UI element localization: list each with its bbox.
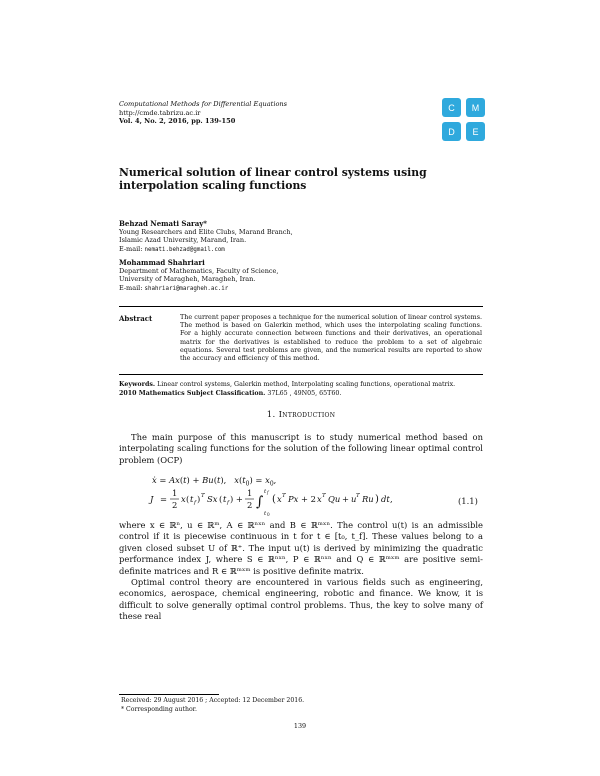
svg-text:0: 0	[267, 512, 270, 517]
svg-text:t: t	[223, 494, 227, 504]
svg-text:): )	[375, 494, 379, 505]
author-name: Behzad Nemati Saray*	[119, 219, 207, 228]
footnote-rule	[119, 694, 219, 695]
author-email[interactable]: shahriari@maragheh.ac.ir	[144, 285, 229, 292]
author-block-2	[119, 259, 369, 293]
author-affiliation-line: Islamic Azad University, Marand, Iran.	[119, 236, 247, 245]
svg-text:f: f	[194, 500, 197, 506]
journal-header	[119, 100, 287, 126]
svg-text:): )	[197, 494, 201, 504]
svg-text:Sx: Sx	[207, 494, 218, 504]
svg-text:J: J	[150, 494, 154, 504]
svg-text:2: 2	[172, 500, 178, 510]
svg-text:T: T	[282, 493, 286, 499]
svg-text:t: t	[264, 511, 267, 517]
svg-text:(: (	[219, 494, 223, 504]
paper-title: Numerical solution of linear control systems using interpolation scaling functions	[119, 166, 427, 192]
footnote-corresponding: * Corresponding author.	[121, 706, 197, 713]
svg-text:=: =	[160, 494, 168, 504]
svg-text:T: T	[356, 493, 360, 499]
keywords-label: Keywords.	[119, 381, 156, 388]
svg-text:T: T	[201, 493, 205, 499]
svg-text:Px: Px	[288, 494, 299, 504]
author-affiliation-line: University of Maragheh, Maragheh, Iran.	[119, 275, 256, 284]
keywords-text: Linear control systems, Galerkin method, Interpolating scaling functions, operational matrix.	[157, 381, 456, 388]
section-number: 1.	[266, 410, 276, 420]
svg-text:Qu: Qu	[328, 494, 341, 504]
journal-volume: Vol. 4, No. 2, 2016, pp. 139-150	[119, 117, 236, 126]
email-label: E-mail:	[119, 244, 143, 253]
after-equation-paragraph: where x ∈ ℝⁿ, u ∈ ℝᵐ, A ∈ ℝⁿˣⁿ and B ∈ ℝᵐˣⁿ. The control u(t) is an admissible control if it is piecewise continuous in t for t ∈ [t₀, t_f]. These values belong to a given closed subset U of ℝ⁺. The input u(t) is derived by minimizing the quadratic performance index J, where S ∈ ℝⁿˣⁿ, P ∈ ℝⁿˣⁿ and Q ∈ ℝᵐˣᵐ are positive semi-definite matrices and R ∈ ℝᵐˣᵐ is positive definite matrix.	[119, 520, 483, 576]
svg-text:+ 2: + 2	[301, 494, 317, 504]
page-number: 139	[293, 722, 307, 730]
svg-text:(: (	[272, 494, 276, 505]
svg-text:dt: dt	[381, 494, 390, 504]
abstract-top-rule	[119, 306, 483, 307]
svg-text:+: +	[342, 494, 350, 504]
author-name: Mohammad Shahriari	[119, 258, 205, 267]
svg-text:f: f	[267, 490, 269, 495]
logo-letter-m: M	[466, 98, 485, 117]
svg-text:x: x	[181, 494, 186, 504]
author-affiliation-line: Department of Mathematics, Faculty of Science,	[119, 267, 279, 276]
abstract-bottom-rule	[119, 374, 483, 375]
logo-letter-c: C	[442, 98, 461, 117]
state-equation: ẋ = Ax(t) + Bu(t), $x(t_0) = x_0$,	[152, 475, 277, 488]
section-title: Introduction	[278, 410, 336, 420]
abstract-text: The current paper proposes a technique for the numerical solution of linear control systems. The method is based on Galerkin method, which uses the interpolating scaling functions. For a highly accurate connection between functions and their derivatives, an operational matrix for the derivatives is established to reduce the problem to a set of algebraic equations. Several test problems are given, and the numerical results are reported to show the accuracy and efficiency of this method.	[180, 313, 482, 363]
logo-letter-d: D	[442, 122, 461, 141]
svg-text:(: (	[186, 494, 190, 504]
msc-label: 2010 Mathematics Subject Classification.	[119, 389, 266, 397]
svg-text:2: 2	[247, 500, 253, 510]
journal-logo	[442, 98, 486, 142]
svg-text:x: x	[277, 494, 282, 504]
svg-text:x: x	[317, 494, 322, 504]
abstract-label: Abstract	[119, 314, 153, 323]
svg-text:u: u	[351, 494, 357, 504]
footnote-received: Received: 29 August 2016 ; Accepted: 12 December 2016.	[121, 697, 305, 704]
svg-text:1: 1	[172, 488, 178, 498]
author-affiliation-line: Young Researchers and Elite Clubs, Marand Branch,	[119, 228, 293, 237]
logo-letter-e: E	[466, 122, 485, 141]
section-heading	[119, 410, 483, 420]
svg-text:f: f	[227, 500, 230, 506]
second-paragraph: Optimal control theory are encountered in various fields such as engineering, economics, aerospace, chemical engineering, robotic and finance. We know, it is difficult to solve generally optimal control problems. Thus, the key to solve many of these real	[119, 577, 483, 622]
intro-paragraph: The main purpose of this manuscript is to study numerical method based on interpolating scaling functions for the solution of the following linear optimal control problem (OCP)	[119, 432, 483, 465]
msc-text: 37L65 , 49N05, 65T60.	[267, 389, 342, 397]
author-email[interactable]: nemati.behzad@gmail.com	[144, 246, 225, 253]
equation-number: (1.1)	[458, 496, 478, 506]
keywords-block	[119, 381, 483, 399]
svg-text:1: 1	[247, 488, 253, 498]
svg-text:t: t	[190, 494, 194, 504]
svg-text:T: T	[322, 493, 326, 499]
svg-text:,: ,	[390, 494, 393, 504]
svg-text:∫: ∫	[256, 494, 264, 510]
journal-url[interactable]: http://cmde.tabrizu.ac.ir	[119, 108, 201, 117]
journal-name: Computational Methods for Differential Equations	[119, 100, 288, 108]
email-label: E-mail:	[119, 283, 143, 292]
svg-text:t: t	[264, 489, 267, 495]
author-block-1	[119, 220, 369, 254]
svg-text:Ru: Ru	[362, 494, 374, 504]
svg-text:) +: ) +	[230, 494, 243, 504]
cost-functional-equation	[148, 484, 448, 518]
